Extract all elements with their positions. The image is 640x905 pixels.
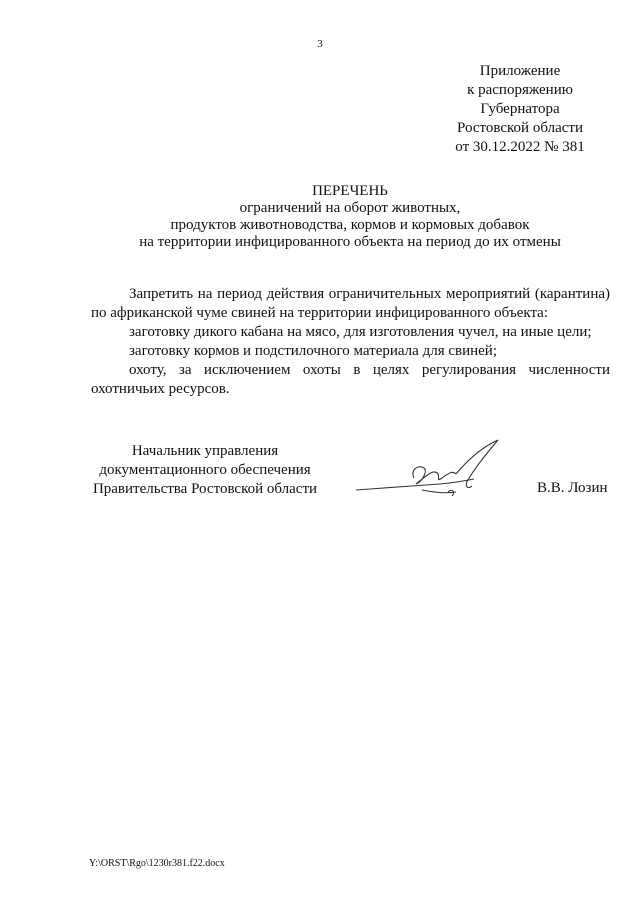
page-number: 3 [317, 38, 323, 50]
position-line: Начальник управления [131, 443, 279, 459]
appendix-line: Ростовской области [457, 120, 583, 136]
list-item-last-line1: охоту, за исключением охоты в целях регулирования численности [129, 362, 610, 378]
file-path: Y:\ORST\Rgo\1230r381.f22.docx [89, 858, 225, 869]
appendix-block [420, 62, 620, 157]
title-line: на территории инфицированного объекта на период до их отмены [139, 234, 561, 250]
title-heading: ПЕРЕЧЕНЬ [312, 183, 388, 199]
position-line: документационного обеспечения [99, 462, 311, 478]
signatory-name: В.В. Лозин [537, 480, 608, 496]
body-text [91, 285, 610, 399]
document-title [0, 183, 640, 251]
appendix-line: Приложение [479, 63, 561, 79]
appendix-line: к распоряжению [467, 82, 573, 98]
title-line: продуктов животноводства, кормов и кормовых добавок [170, 217, 530, 233]
list-item: заготовку дикого кабана на мясо, для изготовления чучел, на иные цели; [129, 324, 592, 340]
intro-paragraph: Запретить на период действия ограничительных мероприятий (карантина) по африканской чуме свиней на территории инфицированного объекта: [91, 286, 610, 321]
title-line: ограничений на оборот животных, [239, 200, 461, 216]
position-line: Правительства Ростовской области [92, 481, 318, 497]
appendix-line: Губернатора [480, 101, 560, 117]
list-item: заготовку кормов и подстилочного материала для свиней; [129, 343, 497, 359]
handwritten-signature [352, 434, 502, 506]
appendix-line: от 30.12.2022 № 381 [455, 139, 585, 155]
list-item-last-line2: охотничьих ресурсов. [91, 381, 230, 397]
signatory-position [90, 442, 320, 499]
